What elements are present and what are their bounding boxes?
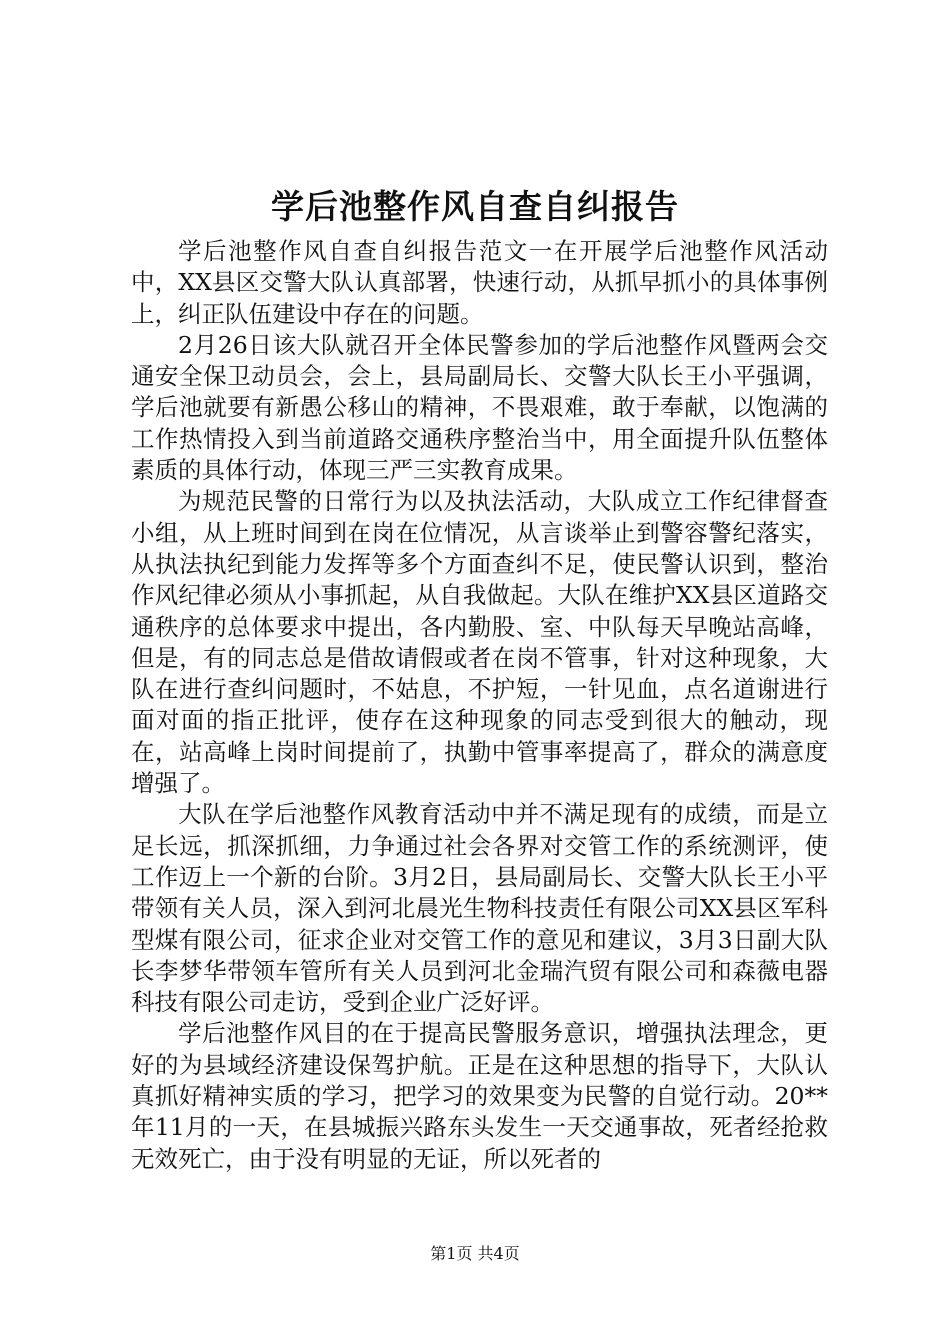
paragraph: 学后池整作风目的在于提高民警服务意识，增强执法理念，更好的为县域经济建设保驾护航。正是在这种思想的指导下，大队认真抓好精神实质的学习，把学习的效果变为民警的自觉行动。20**年11月的一天，在县城振兴路东头发生一天交通事故，死者经抢救无效死亡，由于没有明显的无证，所以死者的 bbox=[131, 1019, 828, 1173]
page-number-footer: 第1页 共4页 bbox=[430, 1244, 520, 1263]
paragraph: 2月26日该大队就召开全体民警参加的学后池整作风暨两会交通安全保卫动员会，会上，县局副局长、交警大队长王小平强调，学后池就要有新愚公移山的精神，不畏艰难，敢于奉献，以饱满的工作热情投入到当前道路交通秩序整治当中，用全面提升队伍整体素质的具体行动，体现三严三实教育成果。 bbox=[131, 330, 828, 485]
paragraph: 大队在学后池整作风教育活动中并不满足现有的成绩，而是立足长远，抓深抓细，力争通过社会各界对交管工作的系统测评，使工作迈上一个新的台阶。3月2日，县局副局长、交警大队长王小平带领有关人员，深入到河北晨光生物科技责任有限公司XX县区军科型煤有限公司，征求企业对交管工作的意见和建议，3月3日副大队长李梦华带领车管所有关人员到河北金瑞汽贸有限公司和森薇电器科技有限公司走访，受到企业广泛好评。 bbox=[131, 800, 828, 1017]
paragraph: 学后池整作风自查自纠报告范文一在开展学后池整作风活动中，XX县区交警大队认真部署，快速行动，从抓早抓小的具体事例上，纠正队伍建设中存在的问题。 bbox=[131, 237, 828, 328]
document-body bbox=[131, 236, 828, 1175]
document-title: 学后池整作风自查自纠报告 bbox=[271, 187, 679, 226]
paragraph: 为规范民警的日常行为以及执法活动，大队成立工作纪律督查小组，从上班时间到在岗在位情况，从言谈举止到警容警纪落实，从执法执纪到能力发挥等多个方面查纠不足，使民警认识到，整治作风纪律必须从小事抓起，从自我做起。大队在维护XX县区道路交通秩序的总体要求中提出，各内勤股、室、中队每天早晚站高峰，但是，有的同志总是借故请假或者在岗不管事，针对这种现象，大队在进行查纠问题时，不姑息，不护短，一针见血，点名道谢进行面对面的指正批评，使存在这种现象的同志受到很大的触动，现在，站高峰上岗时间提前了，执勤中管事率提高了，群众的满意度增强了。 bbox=[131, 487, 828, 798]
